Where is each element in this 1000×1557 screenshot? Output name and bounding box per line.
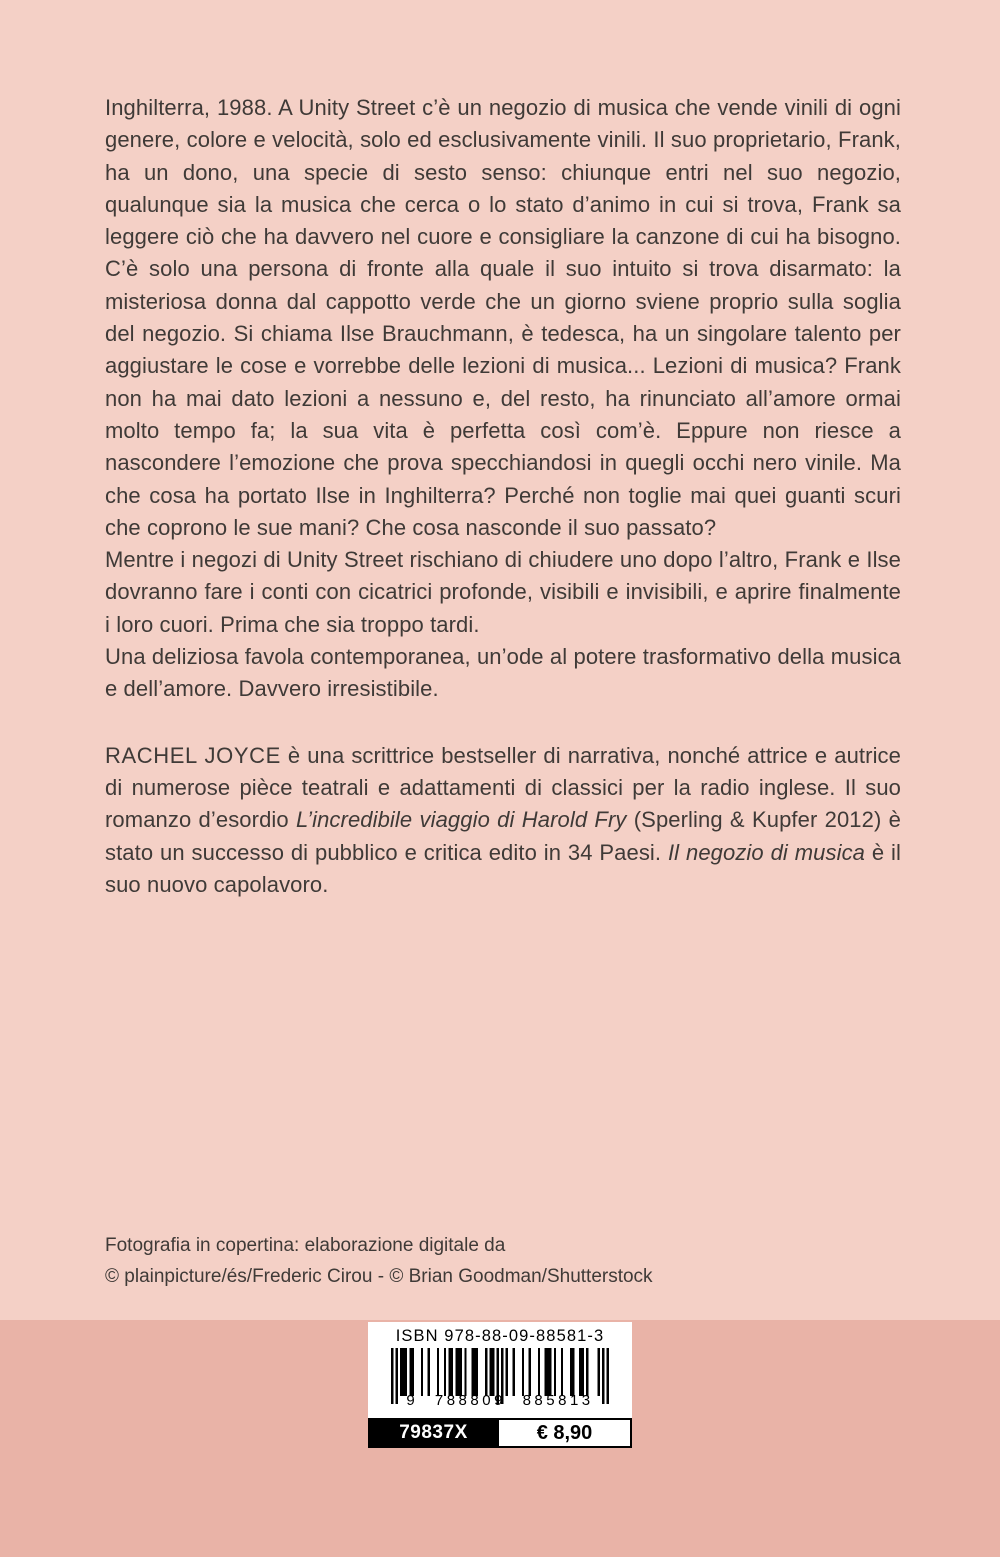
- author-bio-text-3: è il suo nuovo capolavoro.: [105, 839, 901, 897]
- author-name: RACHEL JOYCE: [105, 742, 281, 768]
- book-title-negozio-di-musica: Il negozio di musica: [667, 839, 866, 865]
- synopsis-block: [105, 92, 901, 901]
- synopsis-paragraph-2: Mentre i negozi di Unity Street rischiano di chiudere uno dopo l’altro, Frank e Ilse dovranno fare i conti con cicatrici profonde, visibili e invisibili, e aprire finalmente i loro cuori. Prima che sia troppo tardi.: [105, 547, 901, 637]
- author-bio: [105, 740, 901, 901]
- price-row: [368, 1418, 632, 1448]
- price: € 8,90: [499, 1418, 632, 1448]
- isbn-label: ISBN 978-88-09-88581-3: [395, 1327, 605, 1345]
- barcode-box: [368, 1322, 632, 1418]
- author-bio-text-1: è una scrittrice bestseller di narrativa, nonché attrice e autrice di numerose pièce teatrali e adattamenti di classici per la radio inglese. Il suo romanzo d’esordio: [105, 742, 901, 833]
- photo-credit-line-2: © plainpicture/és/Frederic Cirou - © Brian Goodman/Shutterstock: [105, 1266, 653, 1287]
- synopsis-paragraph-1: Inghilterra, 1988. A Unity Street c’è un negozio di musica che vende vinili di ogni genere, colore e velocità, solo ed esclusivamente vinili. Il suo proprietario, Frank, ha un dono, una specie di sesto senso: chiunque entri nel suo negozio, qualunque sia la musica che cerca o lo stato d’animo in cui si trova, Frank sa leggere ciò che ha davvero nel cuore e consigliare la canzone di cui ha bisogno. C’è solo una persona di fronte alla quale il suo intuito si trova disarmato: la misteriosa donna dal cappotto verde che un giorno sviene proprio sulla soglia del negozio. Si chiama Ilse Brauchmann, è tedesca, ha un singolare talento per aggiustare le cose e vorrebbe delle lezioni di musica... Lezioni di musica? Frank non ha mai dato lezioni a nessuno e, del resto, ha rinunciato all’amore ormai molto tempo fa; la sua vita è perfetta così com’è. Eppure non riesce a nascondere l’emozione che prova specchiandosi in quegli occhi nero vinile. Ma che cosa ha portato Ilse in Inghilterra? Perché non toglie mai quei guanti scuri che coprono le sue mani? Che cosa nasconde il suo passato?: [105, 95, 901, 540]
- author-bio-text-2: (Sperling & Kupfer 2012) è stato un successo di pubblico e critica edito in 34 Paesi.: [105, 807, 901, 865]
- photo-credit-line-1: Fotografia in copertina: elaborazione digitale da: [105, 1235, 506, 1256]
- barcode-digits: 9 788809 885813: [406, 1392, 594, 1409]
- photo-credits: [105, 1230, 653, 1292]
- synopsis-paragraph-3: Una deliziosa favola contemporanea, un’ode al potere trasformativo della musica e dell’amore. Davvero irresistibile.: [105, 644, 901, 702]
- product-code: 79837X: [368, 1418, 499, 1448]
- book-title-harold-fry: L’incredibile viaggio di Harold Fry: [295, 807, 627, 833]
